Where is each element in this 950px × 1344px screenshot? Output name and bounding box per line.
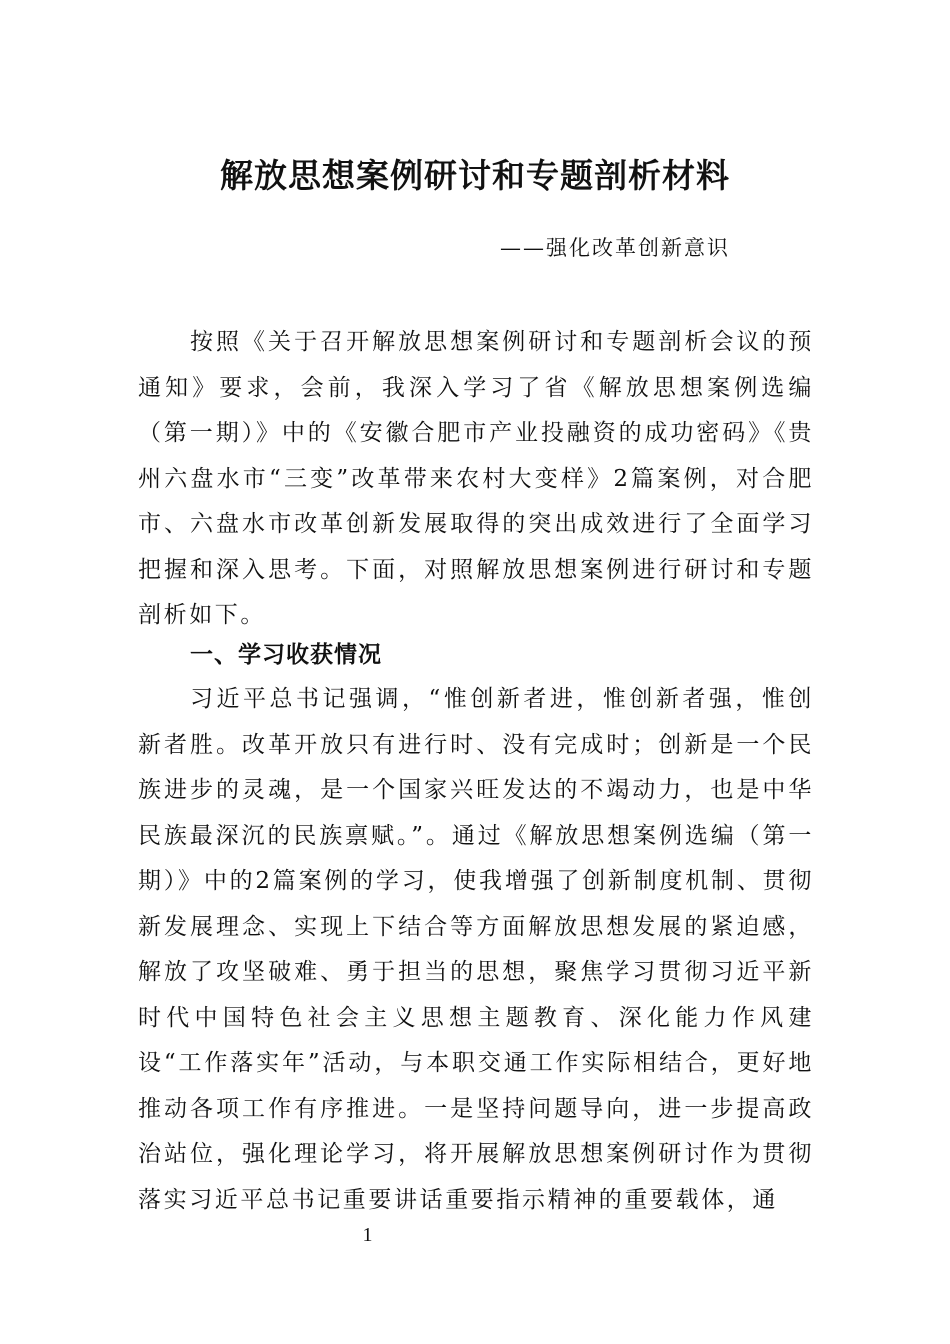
body-paragraph: 习近平总书记强调，“惟创新者进，惟创新者强，惟创新者胜。改革开放只有进行时、没有完成时；创新是一个民族进步的灵魂，是一个国家兴旺发达的不竭动力，也是中华民族最深沉的民族禀赋。”。通过《解放思想案例选编（第一期）》中的2篇案例的学习，使我增强了创新制度机制、贯彻新发展理念、实现上下结合等方面解放思想发展的紧迫感，解放了攻坚破难、勇于担当的思想，聚焦学习贯彻习近平新时代中国特色社会主义思想主题教育、深化能力作风建设“工作落实年”活动，与本职交通工作实际相结合，更好地推动各项工作有序推进。一是坚持问题导向，进一步提高政治站位，强化理论学习，将开展解放思想案例研讨作为贯彻落实习近平总书记重要讲话重要指示精神的重要载体，通	[138, 686, 814, 1213]
page-number: 1	[362, 1224, 373, 1246]
intro-paragraph: 按照《关于召开解放思想案例研讨和专题剖析会议的预通知》要求，会前，我深入学习了省《解放思想案例选编（第一期）》中的《安徽合肥市产业投融资的成功密码》《贵州六盘水市“三变”改革带来农村大变样》2篇案例，对合肥市、六盘水市改革创新发展取得的突出成效进行了全面学习把握和深入思考。下面，对照解放思想案例进行研讨和专题剖析如下。	[138, 329, 814, 628]
document-subtitle: ——强化改革创新意识	[500, 236, 730, 260]
document-title: 解放思想案例研讨和专题剖析材料	[220, 156, 730, 195]
section-heading: 一、学习收获情况	[190, 642, 382, 668]
